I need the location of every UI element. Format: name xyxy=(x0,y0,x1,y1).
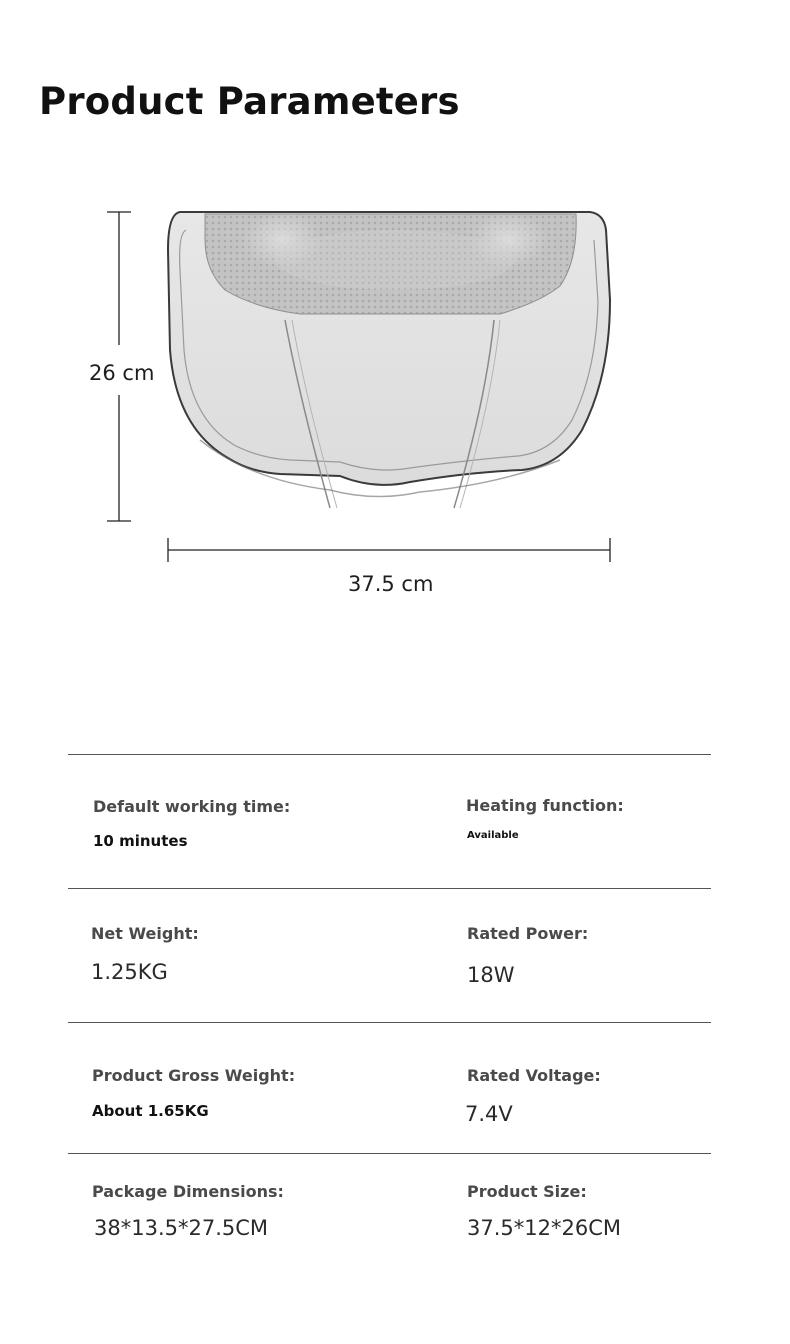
spec-label-heating-function: Heating function: xyxy=(466,796,624,815)
spec-label-gross-weight: Product Gross Weight: xyxy=(92,1066,296,1085)
spec-value-package-dimensions: 38*13.5*27.5CM xyxy=(94,1216,269,1240)
height-dimension-label: 26 cm xyxy=(89,361,155,385)
product-dimension-diagram xyxy=(0,190,790,620)
spec-value-working-time: 10 minutes xyxy=(93,832,188,850)
spec-label-net-weight: Net Weight: xyxy=(91,924,199,943)
spec-table xyxy=(68,754,711,1273)
page-title: Product Parameters xyxy=(39,80,460,123)
spec-row xyxy=(68,888,711,1022)
spec-value-net-weight: 1.25KG xyxy=(91,960,168,984)
spec-row xyxy=(68,1022,711,1153)
spec-label-working-time: Default working time: xyxy=(93,797,291,816)
spec-value-product-size: 37.5*12*26CM xyxy=(467,1216,621,1240)
spec-value-rated-power: 18W xyxy=(467,963,515,987)
spec-label-product-size: Product Size: xyxy=(467,1182,587,1201)
spec-value-gross-weight: About 1.65KG xyxy=(92,1102,209,1120)
width-dimension-label: 37.5 cm xyxy=(348,572,434,596)
spec-value-heating-function: Available xyxy=(467,830,519,841)
spec-label-package-dimensions: Package Dimensions: xyxy=(92,1182,284,1201)
spec-value-rated-voltage: 7.4V xyxy=(465,1102,513,1126)
width-dimension-line xyxy=(168,538,610,562)
spec-row xyxy=(68,1153,711,1273)
spec-row xyxy=(68,754,711,888)
spec-label-rated-voltage: Rated Voltage: xyxy=(467,1066,601,1085)
spec-label-rated-power: Rated Power: xyxy=(467,924,589,943)
massage-pillow-image xyxy=(0,190,790,620)
